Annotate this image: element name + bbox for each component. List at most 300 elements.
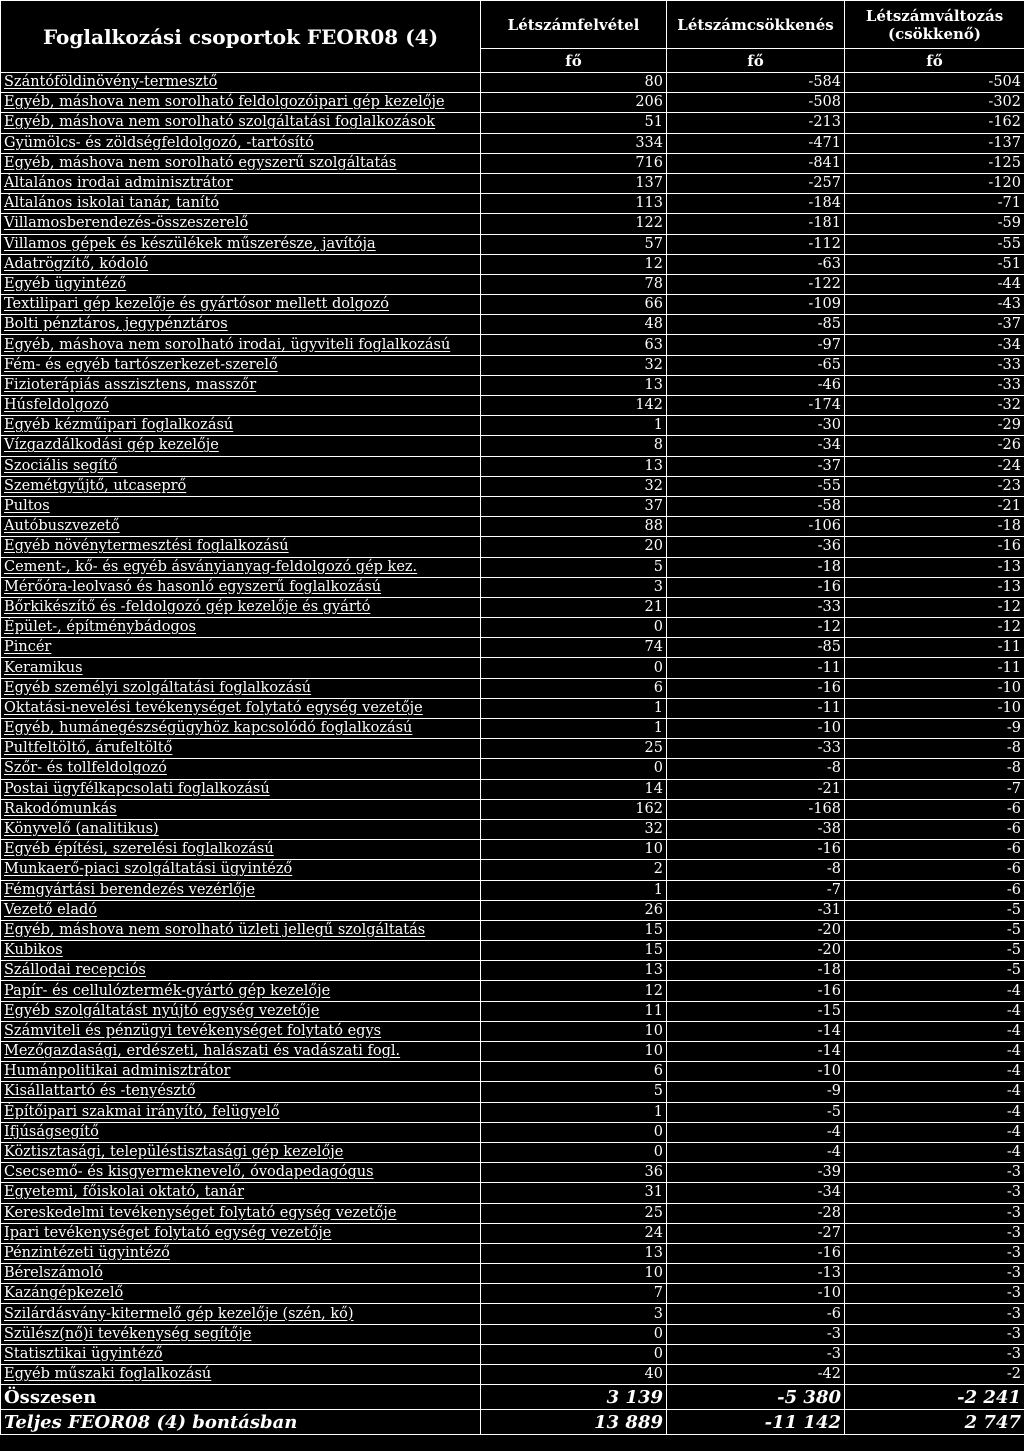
row-change-value: -3 xyxy=(845,1324,1024,1344)
row-reductions-value: -31 xyxy=(667,900,845,920)
row-hires-value: 13 xyxy=(481,1243,667,1263)
row-reductions-value: -8 xyxy=(667,860,845,880)
row-occupation-name: Fizioterápiás asszisztens, masszőr xyxy=(1,375,481,395)
totals-hires: 3 139 xyxy=(481,1385,667,1410)
row-occupation-name: Textilipari gép kezelője és gyártósor mellett dolgozó xyxy=(1,295,481,315)
row-hires-value: 716 xyxy=(481,153,667,173)
row-reductions-value: -16 xyxy=(667,981,845,1001)
row-change-value: -51 xyxy=(845,254,1024,274)
row-reductions-value: -85 xyxy=(667,315,845,335)
row-change-value: -4 xyxy=(845,1142,1024,1162)
table-row xyxy=(1,153,1024,173)
row-occupation-name: Egyéb, máshova nem sorolható feldolgozóipari gép kezelője xyxy=(1,93,481,113)
row-occupation-name: Egyéb, humánegészségügyhöz kapcsolódó foglalkozású xyxy=(1,719,481,739)
row-reductions-value: -3 xyxy=(667,1324,845,1344)
table-row xyxy=(1,920,1024,940)
row-hires-value: 0 xyxy=(481,1122,667,1142)
row-hires-value: 0 xyxy=(481,658,667,678)
row-change-value: -18 xyxy=(845,517,1024,537)
row-occupation-name: Rakodómunkás xyxy=(1,799,481,819)
table-row xyxy=(1,1365,1024,1385)
grand-totals-label: Teljes FEOR08 (4) bontásban xyxy=(1,1410,481,1435)
row-reductions-value: -21 xyxy=(667,779,845,799)
row-hires-value: 2 xyxy=(481,860,667,880)
table-row xyxy=(1,1203,1024,1223)
row-reductions-value: -5 xyxy=(667,1102,845,1122)
row-hires-value: 0 xyxy=(481,1324,667,1344)
row-occupation-name: Csecsemő- és kisgyermeknevelő, óvodapedagógus xyxy=(1,1163,481,1183)
row-occupation-name: Vízgazdálkodási gép kezelője xyxy=(1,436,481,456)
row-hires-value: 10 xyxy=(481,840,667,860)
row-change-value: -9 xyxy=(845,719,1024,739)
row-change-value: -7 xyxy=(845,779,1024,799)
table-row xyxy=(1,759,1024,779)
row-hires-value: 12 xyxy=(481,254,667,274)
row-reductions-value: -11 xyxy=(667,698,845,718)
row-occupation-name: Ifjúságsegítő xyxy=(1,1122,481,1142)
row-change-value: -6 xyxy=(845,840,1024,860)
row-occupation-name: Egyéb növénytermesztési foglalkozású xyxy=(1,537,481,557)
table-row xyxy=(1,295,1024,315)
row-change-value: -3 xyxy=(845,1223,1024,1243)
table-row xyxy=(1,194,1024,214)
table-row xyxy=(1,1183,1024,1203)
header-col-change-line1: Létszámváltozás xyxy=(865,6,1004,25)
row-hires-value: 66 xyxy=(481,295,667,315)
table-row xyxy=(1,234,1024,254)
row-occupation-name: Általános iskolai tanár, tanító xyxy=(1,194,481,214)
row-occupation-name: Ipari tevékenységet folytató egység vezetője xyxy=(1,1223,481,1243)
row-reductions-value: -55 xyxy=(667,476,845,496)
row-change-value: -33 xyxy=(845,355,1024,375)
row-occupation-name: Gyümölcs- és zöldségfeldolgozó, -tartósító xyxy=(1,133,481,153)
row-reductions-value: -15 xyxy=(667,1001,845,1021)
row-occupation-name: Egyéb, máshova nem sorolható irodai, ügyviteli foglalkozású xyxy=(1,335,481,355)
row-change-value: -34 xyxy=(845,335,1024,355)
row-hires-value: 15 xyxy=(481,920,667,940)
row-reductions-value: -10 xyxy=(667,719,845,739)
table-row xyxy=(1,1062,1024,1082)
row-hires-value: 48 xyxy=(481,315,667,335)
row-hires-value: 7 xyxy=(481,1284,667,1304)
header-col-change-line2: (csökkenő) xyxy=(887,24,982,43)
row-hires-value: 13 xyxy=(481,961,667,981)
row-hires-value: 25 xyxy=(481,1203,667,1223)
table-row xyxy=(1,678,1024,698)
table-row xyxy=(1,335,1024,355)
row-change-value: -4 xyxy=(845,1062,1024,1082)
row-change-value: -44 xyxy=(845,274,1024,294)
row-occupation-name: Szociális segítő xyxy=(1,456,481,476)
row-reductions-value: -257 xyxy=(667,173,845,193)
table-row xyxy=(1,557,1024,577)
row-change-value: -6 xyxy=(845,819,1024,839)
row-reductions-value: -34 xyxy=(667,436,845,456)
row-reductions-value: -39 xyxy=(667,1163,845,1183)
row-occupation-name: Oktatási-nevelési tevékenységet folytató egység vezetője xyxy=(1,698,481,718)
table-row xyxy=(1,133,1024,153)
row-change-value: -6 xyxy=(845,860,1024,880)
table-row xyxy=(1,355,1024,375)
table-row xyxy=(1,779,1024,799)
row-hires-value: 0 xyxy=(481,1142,667,1162)
row-change-value: -4 xyxy=(845,1102,1024,1122)
table-row xyxy=(1,638,1024,658)
row-change-value: -59 xyxy=(845,214,1024,234)
table-row xyxy=(1,396,1024,416)
row-occupation-name: Munkaerő-piaci szolgáltatási ügyintéző xyxy=(1,860,481,880)
row-occupation-name: Építőipari szakmai irányító, felügyelő xyxy=(1,1102,481,1122)
row-change-value: -125 xyxy=(845,153,1024,173)
row-hires-value: 14 xyxy=(481,779,667,799)
row-reductions-value: -7 xyxy=(667,880,845,900)
row-hires-value: 0 xyxy=(481,759,667,779)
row-hires-value: 32 xyxy=(481,476,667,496)
row-occupation-name: Bérelszámoló xyxy=(1,1264,481,1284)
row-reductions-value: -16 xyxy=(667,678,845,698)
header-title: Foglalkozási csoportok FEOR08 (4) xyxy=(1,1,481,73)
row-occupation-name: Egyéb, máshova nem sorolható üzleti jellegű szolgáltatás xyxy=(1,920,481,940)
row-hires-value: 11 xyxy=(481,1001,667,1021)
table-row xyxy=(1,315,1024,335)
row-reductions-value: -9 xyxy=(667,1082,845,1102)
unit-label: fő xyxy=(667,49,845,73)
row-hires-value: 8 xyxy=(481,436,667,456)
row-hires-value: 137 xyxy=(481,173,667,193)
row-reductions-value: -20 xyxy=(667,941,845,961)
row-change-value: -4 xyxy=(845,1001,1024,1021)
row-occupation-name: Egyéb személyi szolgáltatási foglalkozású xyxy=(1,678,481,698)
grand-totals-change: 2 747 xyxy=(845,1410,1024,1435)
row-reductions-value: -30 xyxy=(667,416,845,436)
row-change-value: -4 xyxy=(845,1082,1024,1102)
table-row xyxy=(1,577,1024,597)
table-row xyxy=(1,658,1024,678)
table-row xyxy=(1,719,1024,739)
table-row xyxy=(1,517,1024,537)
row-hires-value: 6 xyxy=(481,1062,667,1082)
row-occupation-name: Pultos xyxy=(1,496,481,516)
row-reductions-value: -4 xyxy=(667,1122,845,1142)
row-hires-value: 10 xyxy=(481,1042,667,1062)
row-reductions-value: -18 xyxy=(667,961,845,981)
row-reductions-value: -14 xyxy=(667,1042,845,1062)
row-occupation-name: Szilárdásvány-kitermelő gép kezelője (szén, kő) xyxy=(1,1304,481,1324)
row-hires-value: 25 xyxy=(481,739,667,759)
table-row xyxy=(1,900,1024,920)
row-change-value: -55 xyxy=(845,234,1024,254)
row-reductions-value: -46 xyxy=(667,375,845,395)
row-occupation-name: Fém- és egyéb tartószerkezet-szerelő xyxy=(1,355,481,375)
table-row xyxy=(1,537,1024,557)
row-change-value: -5 xyxy=(845,920,1024,940)
table-row xyxy=(1,1042,1024,1062)
row-hires-value: 24 xyxy=(481,1223,667,1243)
row-reductions-value: -168 xyxy=(667,799,845,819)
row-reductions-value: -65 xyxy=(667,355,845,375)
row-change-value: -3 xyxy=(845,1284,1024,1304)
row-hires-value: 13 xyxy=(481,375,667,395)
row-hires-value: 1 xyxy=(481,719,667,739)
row-hires-value: 40 xyxy=(481,1365,667,1385)
unit-label: fő xyxy=(845,49,1024,73)
row-reductions-value: -36 xyxy=(667,537,845,557)
table-row xyxy=(1,274,1024,294)
row-hires-value: 12 xyxy=(481,981,667,1001)
row-reductions-value: -37 xyxy=(667,456,845,476)
table-row xyxy=(1,1284,1024,1304)
row-change-value: -37 xyxy=(845,315,1024,335)
row-occupation-name: Kereskedelmi tevékenységet folytató egység vezetője xyxy=(1,1203,481,1223)
row-hires-value: 32 xyxy=(481,819,667,839)
row-hires-value: 206 xyxy=(481,93,667,113)
row-occupation-name: Bolti pénztáros, jegypénztáros xyxy=(1,315,481,335)
row-reductions-value: -181 xyxy=(667,214,845,234)
row-occupation-name: Szemétgyűjtő, utcaseprő xyxy=(1,476,481,496)
row-reductions-value: -18 xyxy=(667,557,845,577)
row-reductions-value: -471 xyxy=(667,133,845,153)
grand-totals-hires: 13 889 xyxy=(481,1410,667,1435)
row-hires-value: 57 xyxy=(481,234,667,254)
totals-reductions: -5 380 xyxy=(667,1385,845,1410)
row-occupation-name: Szülész(nő)i tevékenység segítője xyxy=(1,1324,481,1344)
row-change-value: -3 xyxy=(845,1203,1024,1223)
row-hires-value: 113 xyxy=(481,194,667,214)
row-reductions-value: -584 xyxy=(667,73,845,93)
table-row xyxy=(1,618,1024,638)
row-hires-value: 142 xyxy=(481,396,667,416)
row-hires-value: 51 xyxy=(481,113,667,133)
row-reductions-value: -3 xyxy=(667,1344,845,1364)
row-change-value: -3 xyxy=(845,1183,1024,1203)
table-row xyxy=(1,1021,1024,1041)
row-change-value: -24 xyxy=(845,456,1024,476)
row-reductions-value: -184 xyxy=(667,194,845,214)
row-hires-value: 10 xyxy=(481,1021,667,1041)
row-reductions-value: -10 xyxy=(667,1284,845,1304)
row-change-value: -504 xyxy=(845,73,1024,93)
row-occupation-name: Egyetemi, főiskolai oktató, tanár xyxy=(1,1183,481,1203)
row-hires-value: 5 xyxy=(481,1082,667,1102)
row-occupation-name: Fémgyártási berendezés vezérlője xyxy=(1,880,481,900)
table-row xyxy=(1,254,1024,274)
row-hires-value: 3 xyxy=(481,577,667,597)
row-hires-value: 20 xyxy=(481,537,667,557)
row-change-value: -4 xyxy=(845,1042,1024,1062)
table-row xyxy=(1,1122,1024,1142)
row-hires-value: 21 xyxy=(481,597,667,617)
table-row xyxy=(1,819,1024,839)
table-footer xyxy=(1,1385,1024,1435)
row-hires-value: 37 xyxy=(481,496,667,516)
table-row xyxy=(1,93,1024,113)
row-change-value: -16 xyxy=(845,537,1024,557)
row-hires-value: 334 xyxy=(481,133,667,153)
row-occupation-name: Egyéb műszaki foglalkozású xyxy=(1,1365,481,1385)
table-row xyxy=(1,961,1024,981)
table-row xyxy=(1,840,1024,860)
table-row xyxy=(1,1344,1024,1364)
table-row xyxy=(1,597,1024,617)
header-col-hires: Létszámfelvétel xyxy=(481,1,667,49)
row-occupation-name: Mérőóra-leolvasó és hasonló egyszerű foglalkozású xyxy=(1,577,481,597)
row-hires-value: 26 xyxy=(481,900,667,920)
row-occupation-name: Egyéb ügyintéző xyxy=(1,274,481,294)
row-occupation-name: Mezőgazdasági, erdészeti, halászati és vadászati fogl. xyxy=(1,1042,481,1062)
row-occupation-name: Kisállattartó és -tenyésztő xyxy=(1,1082,481,1102)
row-occupation-name: Kubikos xyxy=(1,941,481,961)
row-change-value: -11 xyxy=(845,658,1024,678)
row-reductions-value: -4 xyxy=(667,1142,845,1162)
row-change-value: -26 xyxy=(845,436,1024,456)
table-row xyxy=(1,1324,1024,1344)
row-change-value: -3 xyxy=(845,1243,1024,1263)
row-reductions-value: -85 xyxy=(667,638,845,658)
row-change-value: -10 xyxy=(845,698,1024,718)
row-change-value: -137 xyxy=(845,133,1024,153)
row-change-value: -3 xyxy=(845,1304,1024,1324)
row-reductions-value: -12 xyxy=(667,618,845,638)
row-reductions-value: -20 xyxy=(667,920,845,940)
row-change-value: -6 xyxy=(845,799,1024,819)
table-row xyxy=(1,1102,1024,1122)
totals-label: Összesen xyxy=(1,1385,481,1410)
unit-label: fő xyxy=(481,49,667,73)
row-occupation-name: Köztisztasági, településtisztasági gép kezelője xyxy=(1,1142,481,1162)
row-occupation-name: Papír- és cellulóztermék-gyártó gép kezelője xyxy=(1,981,481,1001)
table-row xyxy=(1,860,1024,880)
row-reductions-value: -106 xyxy=(667,517,845,537)
table-row xyxy=(1,1243,1024,1263)
row-reductions-value: -58 xyxy=(667,496,845,516)
header-col-reductions: Létszámcsökkenés xyxy=(667,1,845,49)
row-reductions-value: -508 xyxy=(667,93,845,113)
table-row xyxy=(1,214,1024,234)
row-change-value: -29 xyxy=(845,416,1024,436)
table-row xyxy=(1,416,1024,436)
row-occupation-name: Általános irodai adminisztrátor xyxy=(1,173,481,193)
row-hires-value: 1 xyxy=(481,416,667,436)
row-change-value: -162 xyxy=(845,113,1024,133)
row-occupation-name: Egyéb kézműipari foglalkozású xyxy=(1,416,481,436)
row-occupation-name: Egyéb szolgáltatást nyújtó egység vezetője xyxy=(1,1001,481,1021)
row-reductions-value: -122 xyxy=(667,274,845,294)
row-reductions-value: -13 xyxy=(667,1264,845,1284)
row-reductions-value: -11 xyxy=(667,658,845,678)
table-row xyxy=(1,698,1024,718)
row-reductions-value: -16 xyxy=(667,577,845,597)
row-occupation-name: Postai ügyfélkapcsolati foglalkozású xyxy=(1,779,481,799)
row-change-value: -3 xyxy=(845,1264,1024,1284)
row-hires-value: 3 xyxy=(481,1304,667,1324)
row-occupation-name: Autóbuszvezető xyxy=(1,517,481,537)
row-occupation-name: Szőr- és tollfeldolgozó xyxy=(1,759,481,779)
table-row xyxy=(1,880,1024,900)
row-occupation-name: Keramikus xyxy=(1,658,481,678)
row-change-value: -302 xyxy=(845,93,1024,113)
row-hires-value: 1 xyxy=(481,880,667,900)
table-row xyxy=(1,941,1024,961)
row-change-value: -8 xyxy=(845,739,1024,759)
header-col-change xyxy=(845,1,1024,49)
row-reductions-value: -10 xyxy=(667,1062,845,1082)
table-row xyxy=(1,1142,1024,1162)
row-occupation-name: Statisztikai ügyintéző xyxy=(1,1344,481,1364)
table-row xyxy=(1,496,1024,516)
row-reductions-value: -112 xyxy=(667,234,845,254)
row-change-value: -23 xyxy=(845,476,1024,496)
row-reductions-value: -8 xyxy=(667,759,845,779)
row-occupation-name: Pultfeltöltő, árufeltöltő xyxy=(1,739,481,759)
row-reductions-value: -63 xyxy=(667,254,845,274)
table-row xyxy=(1,1082,1024,1102)
row-hires-value: 15 xyxy=(481,941,667,961)
table-row xyxy=(1,73,1024,93)
row-occupation-name: Vezető eladó xyxy=(1,900,481,920)
row-change-value: -13 xyxy=(845,577,1024,597)
row-occupation-name: Bőrkikészítő és -feldolgozó gép kezelője és gyártó xyxy=(1,597,481,617)
table-row xyxy=(1,456,1024,476)
row-change-value: -21 xyxy=(845,496,1024,516)
row-reductions-value: -841 xyxy=(667,153,845,173)
row-change-value: -12 xyxy=(845,618,1024,638)
table-row xyxy=(1,1264,1024,1284)
row-occupation-name: Pincér xyxy=(1,638,481,658)
table-row xyxy=(1,436,1024,456)
row-hires-value: 5 xyxy=(481,557,667,577)
row-occupation-name: Adatrögzítő, kódoló xyxy=(1,254,481,274)
row-hires-value: 32 xyxy=(481,355,667,375)
row-occupation-name: Villamosberendezés-összeszerelő xyxy=(1,214,481,234)
row-occupation-name: Villamos gépek és készülékek műszerésze, javítója xyxy=(1,234,481,254)
table-row xyxy=(1,1223,1024,1243)
row-hires-value: 80 xyxy=(481,73,667,93)
row-hires-value: 0 xyxy=(481,1344,667,1364)
row-hires-value: 0 xyxy=(481,618,667,638)
row-change-value: -3 xyxy=(845,1163,1024,1183)
row-change-value: -13 xyxy=(845,557,1024,577)
row-hires-value: 78 xyxy=(481,274,667,294)
row-occupation-name: Szántóföldinövény-termesztő xyxy=(1,73,481,93)
row-occupation-name: Könyvelő (analitikus) xyxy=(1,819,481,839)
row-change-value: -43 xyxy=(845,295,1024,315)
row-hires-value: 1 xyxy=(481,1102,667,1122)
row-occupation-name: Számviteli és pénzügyi tevékenységet folytató egys xyxy=(1,1021,481,1041)
grand-totals-reductions: -11 142 xyxy=(667,1410,845,1435)
row-hires-value: 36 xyxy=(481,1163,667,1183)
row-occupation-name: Szállodai recepciós xyxy=(1,961,481,981)
row-reductions-value: -33 xyxy=(667,597,845,617)
row-occupation-name: Cement-, kő- és egyéb ásványianyag-feldolgozó gép kez. xyxy=(1,557,481,577)
row-change-value: -5 xyxy=(845,941,1024,961)
table-row xyxy=(1,375,1024,395)
table-row xyxy=(1,1163,1024,1183)
row-reductions-value: -42 xyxy=(667,1365,845,1385)
row-hires-value: 122 xyxy=(481,214,667,234)
table-row xyxy=(1,981,1024,1001)
row-change-value: -120 xyxy=(845,173,1024,193)
row-change-value: -32 xyxy=(845,396,1024,416)
table-row xyxy=(1,739,1024,759)
row-reductions-value: -213 xyxy=(667,113,845,133)
table-row xyxy=(1,1001,1024,1021)
row-change-value: -33 xyxy=(845,375,1024,395)
row-reductions-value: -14 xyxy=(667,1021,845,1041)
row-occupation-name: Húsfeldolgozó xyxy=(1,396,481,416)
row-reductions-value: -28 xyxy=(667,1203,845,1223)
table-row xyxy=(1,173,1024,193)
row-reductions-value: -109 xyxy=(667,295,845,315)
